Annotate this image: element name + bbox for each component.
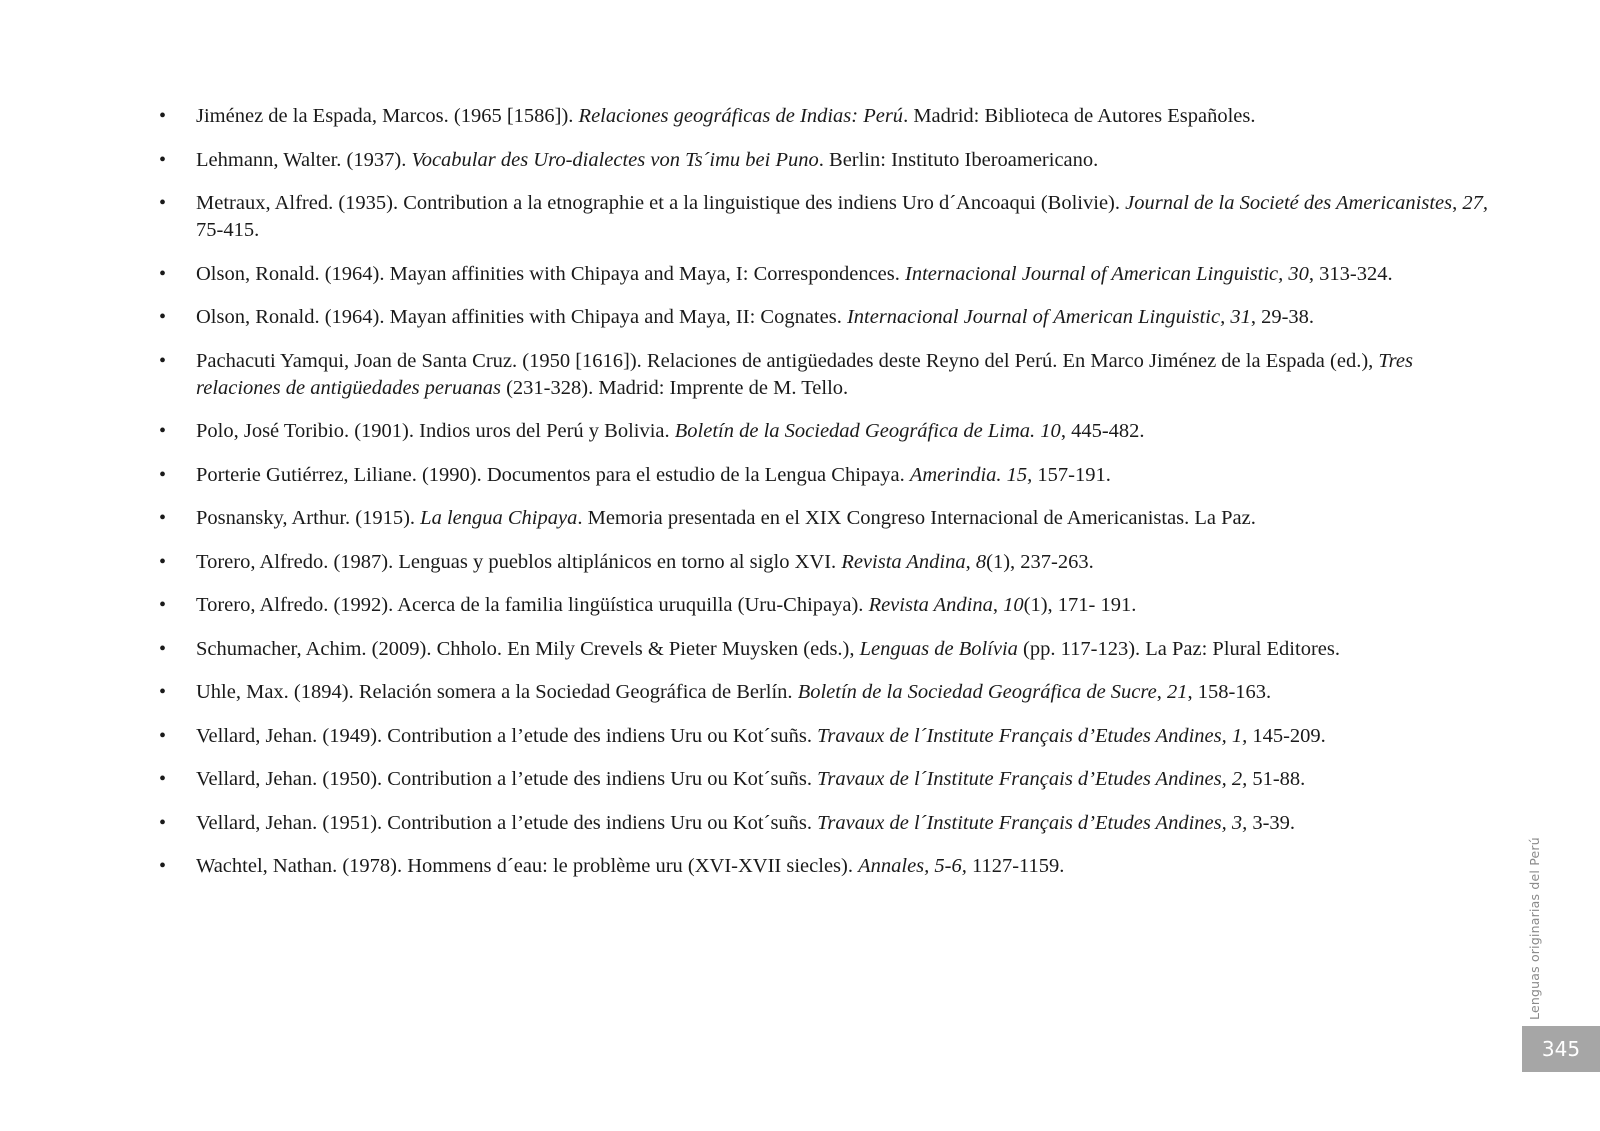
reference-italic-text: Travaux de l´Institute Français d’Etudes Andines, 1, bbox=[817, 724, 1248, 747]
reference-text: . Madrid: Biblioteca de Autores Españoles. bbox=[903, 105, 1256, 127]
reference-italic-text: Lenguas de Bolívia bbox=[859, 637, 1018, 660]
bullet-icon: • bbox=[159, 637, 167, 660]
reference-text: (1), 237-263. bbox=[986, 550, 1094, 573]
reference-text: Torero, Alfredo. (1987). Lenguas y pueblos altiplánicos en torno al siglo XVI. bbox=[196, 550, 842, 573]
reference-italic-text: Amerindia. 15, bbox=[909, 463, 1033, 486]
reference-item bbox=[0, 304, 1600, 331]
reference-italic-text: 10 bbox=[1003, 594, 1024, 616]
reference-text: Olson, Ronald. (1964). Mayan affinities with Chipaya and Maya, II: Cognates. bbox=[196, 306, 847, 328]
reference-italic-text: Tres relaciones de antigüedades peruanas bbox=[196, 349, 1413, 399]
reference-text: Lehmann, Walter. (1937). bbox=[196, 148, 412, 171]
reference-text: 1127-1159. bbox=[966, 855, 1065, 877]
reference-italic-text: 27, bbox=[1462, 192, 1488, 214]
reference-item bbox=[0, 766, 1600, 793]
reference-text: 51-88. bbox=[1247, 768, 1306, 790]
reference-item bbox=[0, 418, 1600, 445]
bullet-icon: • bbox=[159, 550, 167, 573]
reference-italic-text: Travaux de l´Institute Français d’Etudes Andines, 2, bbox=[817, 768, 1248, 790]
reference-text: Torero, Alfredo. (1992). Acerca de la familia lingüística uruquilla (Uru-Chipaya). bbox=[196, 594, 869, 616]
reference-italic-text: Travaux de l´Institute Français d’Etudes Andines, 3, bbox=[817, 811, 1248, 834]
reference-italic-text: Internacional Journal of American Linguistic, 31 bbox=[846, 306, 1251, 328]
bullet-icon: • bbox=[159, 855, 167, 877]
bullet-icon: • bbox=[159, 148, 167, 171]
reference-text: Polo, José Toribio. (1901). Indios uros del Perú y Bolivia. bbox=[196, 420, 675, 442]
reference-text: Wachtel, Nathan. (1978). Hommens d´eau: le problème uru (XVI-XVII siecles). bbox=[196, 855, 859, 877]
reference-text: Posnansky, Arthur. (1915). bbox=[196, 507, 421, 529]
reference-text: , 29-38. bbox=[1250, 306, 1315, 328]
bullet-icon: • bbox=[159, 105, 167, 127]
reference-text: Vellard, Jehan. (1951). Contribution a l’etude des indiens Uru ou Kot´suñs. bbox=[196, 811, 818, 834]
reference-text: . Berlin: Instituto Iberoamericano. bbox=[818, 148, 1099, 171]
reference-item bbox=[0, 505, 1600, 532]
reference-item bbox=[0, 592, 1600, 619]
bullet-icon: • bbox=[159, 768, 167, 790]
reference-italic-text: Vocabular des Uro-dialectes von Ts´imu bei Puno bbox=[411, 148, 819, 171]
reference-item bbox=[0, 348, 1600, 402]
page-number: 345 bbox=[1541, 1037, 1581, 1061]
reference-item bbox=[0, 190, 1600, 244]
reference-text: (1), 171- 191. bbox=[1023, 594, 1137, 616]
reference-list bbox=[0, 103, 1600, 897]
bullet-icon: • bbox=[159, 681, 167, 703]
reference-italic-text: Relaciones geográficas de Indias: Perú bbox=[578, 105, 904, 127]
reference-italic-text: La lengua Chipaya bbox=[420, 507, 578, 529]
reference-item bbox=[0, 462, 1600, 489]
bullet-icon: • bbox=[159, 420, 167, 442]
reference-text: , bbox=[965, 550, 976, 573]
reference-text: , bbox=[992, 594, 1004, 616]
reference-text: Vellard, Jehan. (1950). Contribution a l’etude des indiens Uru ou Kot´suñs. bbox=[196, 768, 818, 790]
reference-italic-text: Journal de la Societé des Americanistes bbox=[1125, 192, 1453, 214]
reference-item bbox=[0, 723, 1600, 750]
reference-item bbox=[0, 261, 1600, 288]
reference-text: , 313-324. bbox=[1308, 262, 1393, 285]
reference-italic-text: 21 bbox=[1166, 681, 1188, 703]
running-title: Lenguas originarias del Perú bbox=[1527, 837, 1542, 1020]
bullet-icon: • bbox=[159, 262, 167, 285]
reference-item bbox=[0, 147, 1600, 174]
reference-italic-text: Annales, 5-6, bbox=[858, 855, 967, 877]
reference-text: . Memoria presentada en el XIX Congreso Internacional de Americanistas. La Paz. bbox=[577, 507, 1256, 529]
reference-italic-text: Boletín de la Sociedad Geográfica de Sucre bbox=[797, 681, 1157, 703]
bullet-icon: • bbox=[159, 507, 167, 529]
reference-text: Vellard, Jehan. (1949). Contribution a l’etude des indiens Uru ou Kot´suñs. bbox=[196, 724, 818, 747]
bullet-icon: • bbox=[159, 306, 167, 328]
reference-item bbox=[0, 549, 1600, 576]
reference-item bbox=[0, 810, 1600, 837]
bullet-icon: • bbox=[159, 594, 167, 616]
reference-italic-text: Boletín de la Sociedad Geográfica de Lima. 10 bbox=[674, 420, 1061, 442]
reference-text: (231-328). Madrid: Imprente de M. Tello. bbox=[500, 376, 849, 399]
bullet-icon: • bbox=[159, 192, 167, 214]
reference-italic-text: Revista Andina bbox=[868, 594, 993, 616]
reference-item bbox=[0, 103, 1600, 130]
reference-item bbox=[0, 853, 1600, 880]
reference-text: Schumacher, Achim. (2009). Chholo. En Mily Crevels & Pieter Muysken (eds.), bbox=[196, 637, 860, 660]
reference-text: Uhle, Max. (1894). Relación somera a la Sociedad Geográfica de Berlín. bbox=[196, 681, 798, 703]
bullet-icon: • bbox=[159, 811, 167, 834]
reference-text: Olson, Ronald. (1964). Mayan affinities with Chipaya and Maya, I: Correspondences. bbox=[196, 262, 906, 285]
reference-text: (pp. 117-123). La Paz: Plural Editores. bbox=[1017, 637, 1340, 660]
reference-text: 157-191. bbox=[1032, 463, 1111, 486]
reference-item bbox=[0, 679, 1600, 706]
reference-text: Jiménez de la Espada, Marcos. (1965 [1586]). bbox=[196, 105, 579, 127]
page-number-badge bbox=[1522, 1026, 1600, 1072]
bullet-icon: • bbox=[159, 724, 167, 747]
reference-italic-text: Internacional Journal of American Linguistic, 30 bbox=[905, 262, 1309, 285]
reference-text: 75-415. bbox=[196, 219, 260, 241]
reference-italic-text: Revista Andina bbox=[841, 550, 966, 573]
bullet-icon: • bbox=[159, 349, 167, 372]
reference-text: Pachacuti Yamqui, Joan de Santa Cruz. (1950 [1616]). Relaciones de antigüedades deste Reyno del Perú. En Marco Jiménez de la Espada (ed.), bbox=[196, 349, 1379, 372]
reference-text: , bbox=[1452, 192, 1463, 214]
reference-text: , bbox=[1156, 681, 1167, 703]
reference-text: 3-39. bbox=[1247, 811, 1296, 834]
reference-item bbox=[0, 636, 1600, 663]
reference-text: , 158-163. bbox=[1187, 681, 1272, 703]
reference-text: Metraux, Alfred. (1935). Contribution a la etnographie et a la linguistique des indiens Uro d´Ancoaqui (Bolivie). bbox=[196, 192, 1126, 214]
reference-text: , 445-482. bbox=[1060, 420, 1145, 442]
reference-text: 145-209. bbox=[1247, 724, 1326, 747]
reference-italic-text: 8 bbox=[975, 550, 987, 573]
reference-text: Porterie Gutiérrez, Liliane. (1990). Documentos para el estudio de la Lengua Chipaya. bbox=[196, 463, 910, 486]
bullet-icon: • bbox=[159, 463, 167, 486]
